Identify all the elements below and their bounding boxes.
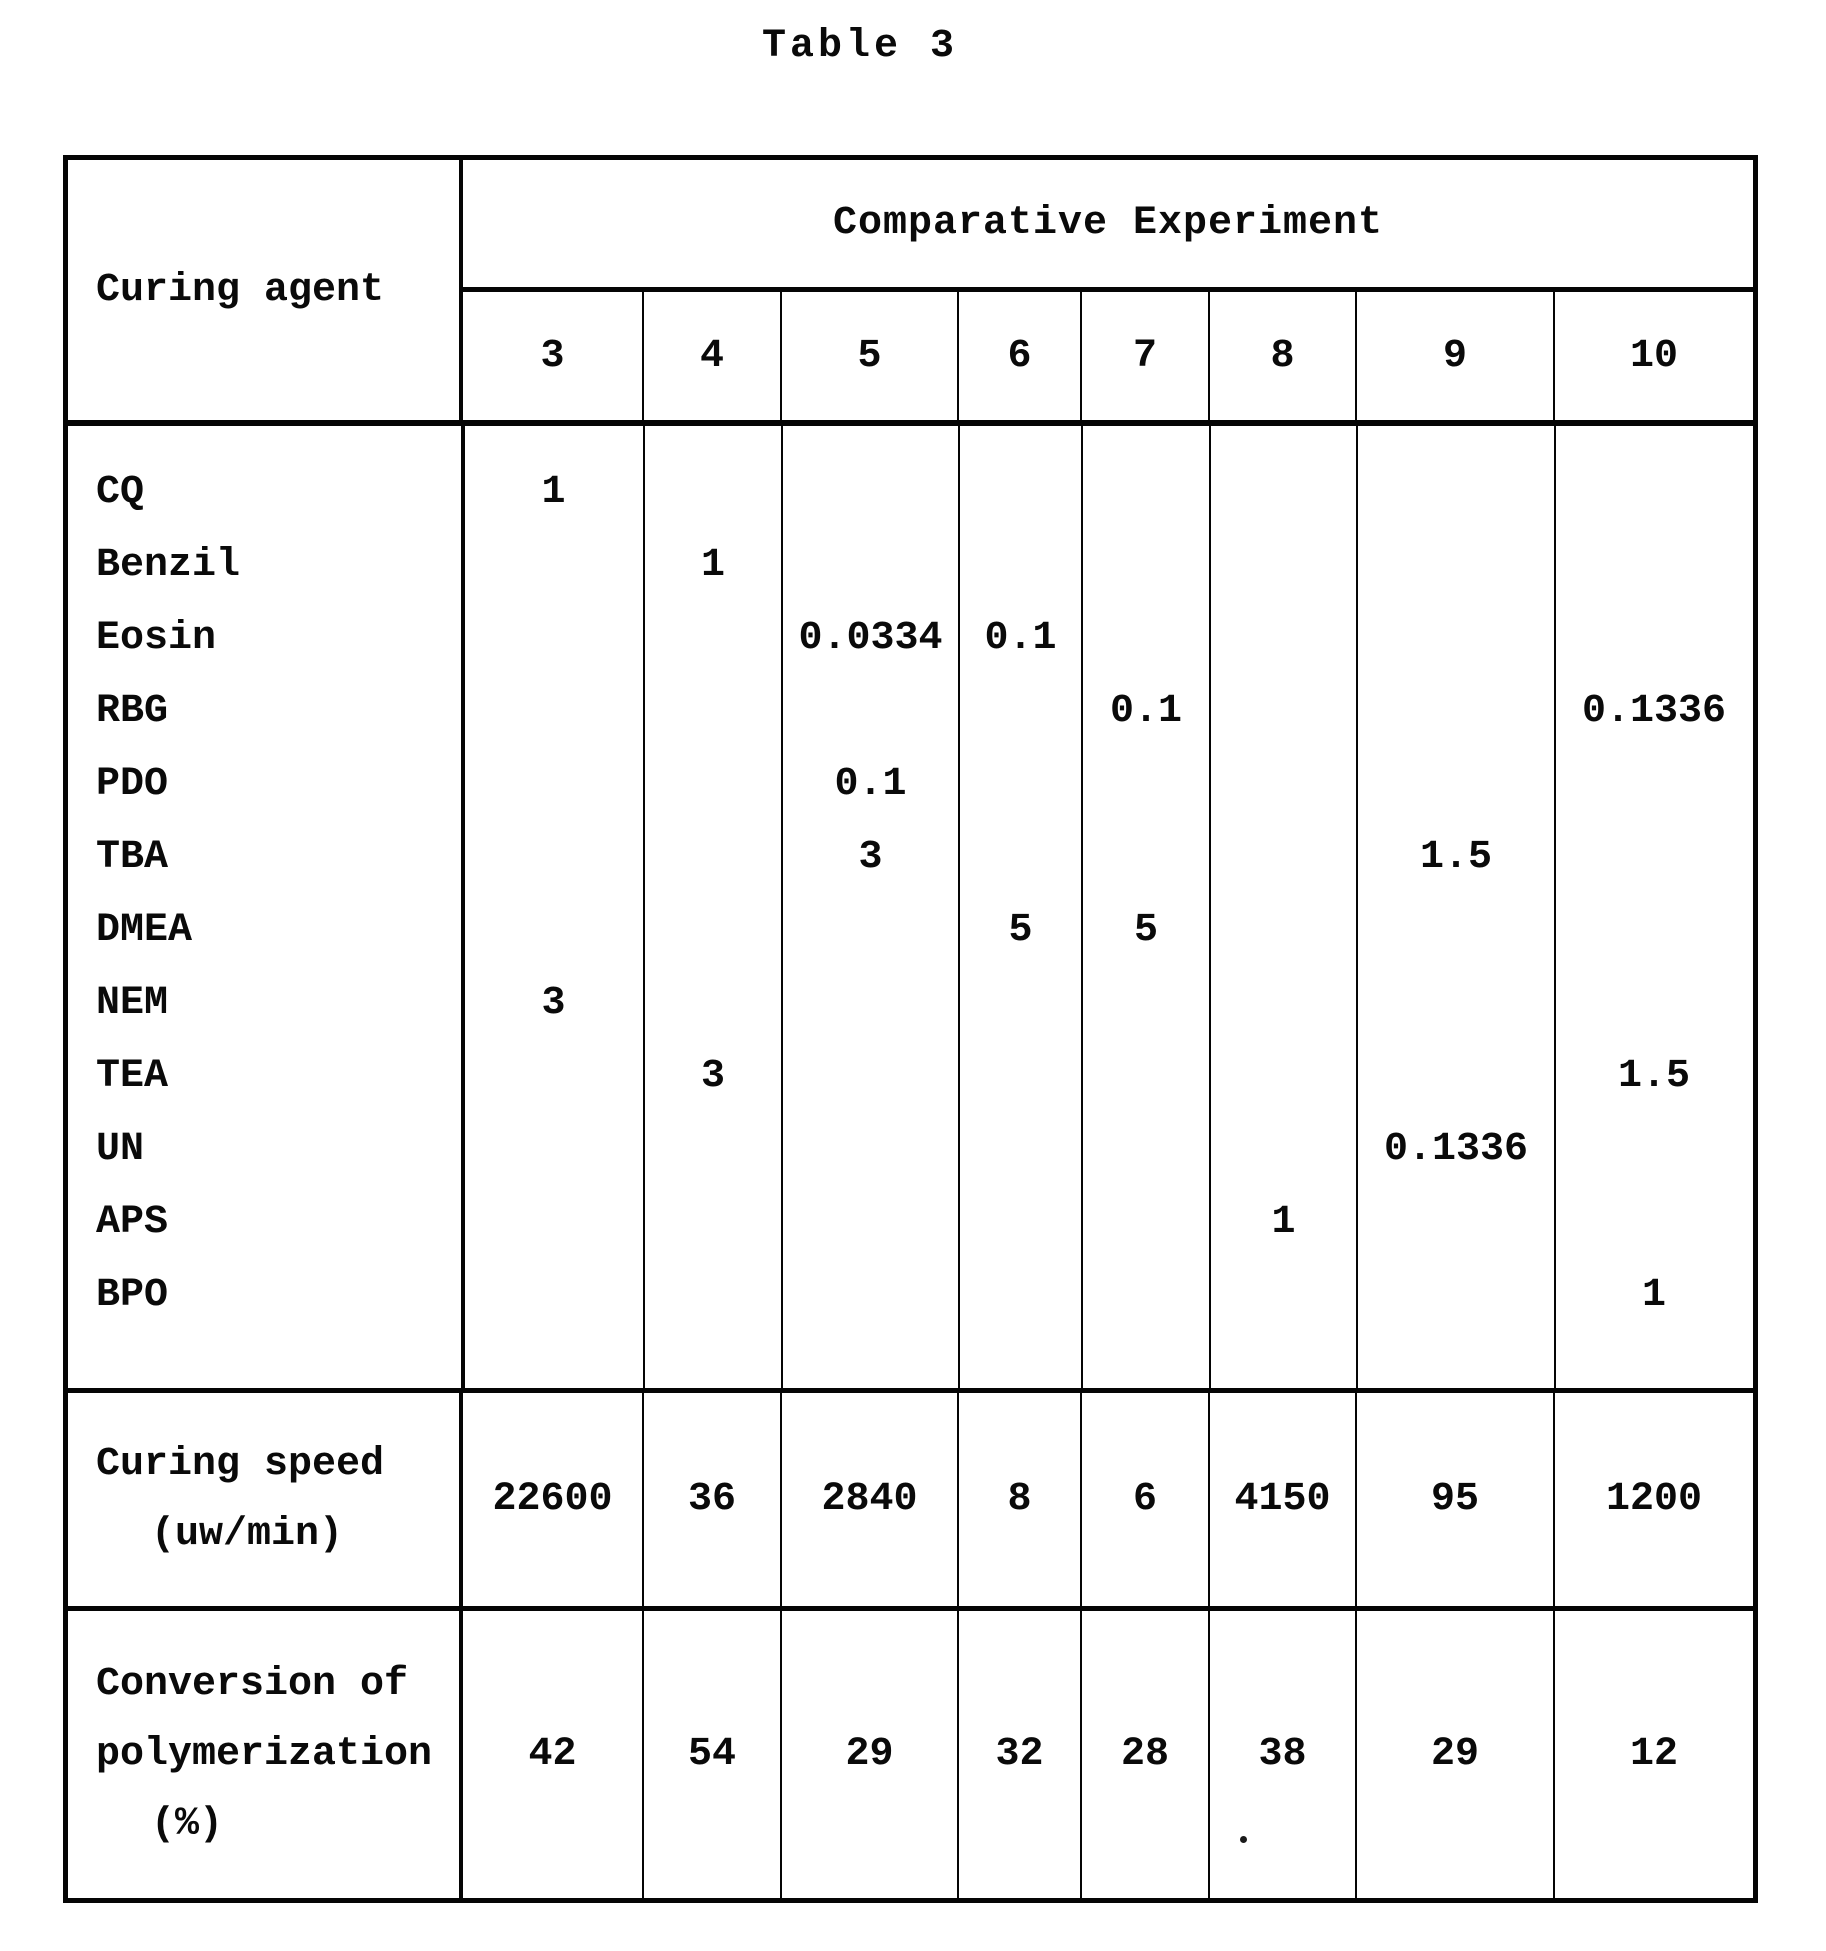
agent-value-aps-exp7	[1082, 1186, 1210, 1259]
agent-value-bpo-exp4	[644, 1259, 782, 1332]
agent-value-bpo-exp9	[1357, 1259, 1555, 1332]
agent-value-pdo-exp8	[1210, 748, 1357, 821]
experiment-col-header-7: 7	[1082, 292, 1210, 420]
agent-value-tea-exp4: 3	[700, 1054, 725, 1099]
agent-value-dmea-exp6: 5	[1008, 908, 1033, 953]
agent-value-dmea-exp9	[1357, 894, 1555, 967]
conversion-value-exp9: 29	[1357, 1611, 1555, 1898]
agent-value-nem-exp7	[1082, 967, 1210, 1040]
curing-agent-header-text: Curing agent	[96, 267, 385, 313]
agent-value-tba-exp7	[1082, 821, 1210, 894]
column-divider	[1356, 426, 1358, 1388]
curing-speed-value-exp10: 1200	[1605, 1477, 1702, 1522]
agent-value-pdo-exp6	[959, 748, 1082, 821]
agent-value-rbg-exp7: 0.1	[1109, 689, 1182, 734]
conversion-value-exp4: 54	[644, 1611, 782, 1898]
agent-value-tba-exp5: 3	[858, 835, 883, 880]
agent-body-grid	[68, 426, 1753, 1388]
column-divider	[461, 426, 465, 1388]
agent-value-un-exp7	[1082, 1113, 1210, 1186]
agent-value-nem-exp9	[1357, 967, 1555, 1040]
conversion-label-line3: (%)	[151, 1801, 224, 1847]
agent-value-cq-exp4	[644, 456, 782, 529]
agent-value-bpo-exp5	[782, 1259, 959, 1332]
agent-value-eosin-exp10	[1555, 602, 1753, 675]
agent-value-un-exp4	[644, 1113, 782, 1186]
agent-value-benzil-exp8	[1210, 529, 1357, 602]
column-divider	[958, 426, 960, 1388]
conversion-label-line2: polymerization	[96, 1731, 433, 1777]
agent-value-pdo-exp5: 0.1	[834, 762, 907, 807]
agent-value-tea-exp3	[463, 1040, 644, 1113]
experiment-col-header-3: 3	[463, 292, 644, 420]
agent-value-nem-exp4	[644, 967, 782, 1040]
agent-name-rbg: RBG	[96, 689, 169, 734]
agent-value-benzil-exp10	[1555, 529, 1753, 602]
agent-value-benzil-exp9	[1357, 529, 1555, 602]
agent-value-benzil-exp6	[959, 529, 1082, 602]
column-divider	[1209, 426, 1211, 1388]
agent-value-dmea-exp10	[1555, 894, 1753, 967]
agent-value-nem-exp3: 3	[541, 981, 566, 1026]
agent-value-bpo-exp10: 1	[1641, 1273, 1666, 1318]
agent-value-benzil-exp7	[1082, 529, 1210, 602]
conversion-value-exp5: 29	[782, 1611, 959, 1898]
column-divider	[781, 426, 783, 1388]
agent-value-eosin-exp9	[1357, 602, 1555, 675]
column-divider	[1081, 426, 1083, 1388]
agent-value-rbg-exp6	[959, 675, 1082, 748]
comparative-experiment-header	[463, 160, 1753, 292]
agent-value-eosin-exp4	[644, 602, 782, 675]
agent-value-rbg-exp3	[463, 675, 644, 748]
experiment-col-header-6: 6	[959, 292, 1082, 420]
agent-value-tba-exp10	[1555, 821, 1753, 894]
experiment-col-header-8: 8	[1210, 292, 1357, 420]
agent-value-eosin-exp7	[1082, 602, 1210, 675]
agent-value-cq-exp7	[1082, 456, 1210, 529]
conversion-row	[68, 1606, 1753, 1898]
agent-value-eosin-exp3	[463, 602, 644, 675]
experiment-col-header-4: 4	[644, 292, 782, 420]
agent-value-pdo-exp4	[644, 748, 782, 821]
agent-value-tea-exp9	[1357, 1040, 1555, 1113]
conversion-value-exp10: 12	[1629, 1732, 1678, 1777]
agent-value-aps-exp5	[782, 1186, 959, 1259]
agent-value-cq-exp9	[1357, 456, 1555, 529]
agent-value-aps-exp4	[644, 1186, 782, 1259]
agent-value-aps-exp6	[959, 1186, 1082, 1259]
agent-value-tea-exp8	[1210, 1040, 1357, 1113]
experiment-number-row	[463, 292, 1753, 420]
agent-value-un-exp5	[782, 1113, 959, 1186]
agent-value-cq-exp10	[1555, 456, 1753, 529]
agent-value-dmea-exp4	[644, 894, 782, 967]
agent-value-bpo-exp8	[1210, 1259, 1357, 1332]
agent-value-nem-exp8	[1210, 967, 1357, 1040]
curing-speed-row	[68, 1388, 1753, 1606]
agent-value-bpo-exp7	[1082, 1259, 1210, 1332]
agent-name-eosin: Eosin	[96, 616, 217, 661]
agent-name-bpo: BPO	[96, 1273, 169, 1318]
curing-speed-label: Curing speed	[96, 1441, 385, 1487]
agent-value-nem-exp6	[959, 967, 1082, 1040]
agent-value-eosin-exp5: 0.0334	[798, 616, 943, 661]
curing-speed-unit: (uw/min)	[151, 1511, 344, 1557]
agent-value-aps-exp9	[1357, 1186, 1555, 1259]
agent-value-bpo-exp3	[463, 1259, 644, 1332]
agent-value-cq-exp5	[782, 456, 959, 529]
agent-value-aps-exp8: 1	[1271, 1200, 1296, 1245]
conversion-value-exp7: 28	[1082, 1611, 1210, 1898]
table-title: Table 3	[762, 24, 959, 69]
agent-value-un-exp8	[1210, 1113, 1357, 1186]
agent-value-aps-exp3	[463, 1186, 644, 1259]
agent-value-benzil-exp3	[463, 529, 644, 602]
agent-value-rbg-exp10: 0.1336	[1581, 689, 1727, 734]
table-header	[68, 160, 1753, 426]
agent-value-dmea-exp8	[1210, 894, 1357, 967]
agent-value-dmea-exp5	[782, 894, 959, 967]
agent-value-cq-exp8	[1210, 456, 1357, 529]
agent-value-nem-exp10	[1555, 967, 1753, 1040]
curing-speed-value-exp5: 2840	[782, 1393, 959, 1606]
curing-speed-value-exp6: 8	[959, 1393, 1082, 1606]
agent-value-rbg-exp9	[1357, 675, 1555, 748]
agent-value-rbg-exp4	[644, 675, 782, 748]
experiment-col-header-9: 9	[1357, 292, 1555, 420]
conversion-value-exp8: 38	[1210, 1611, 1357, 1898]
experiment-col-header-5: 5	[782, 292, 959, 420]
scan-artifact-dot	[1240, 1836, 1247, 1843]
agent-value-dmea-exp3	[463, 894, 644, 967]
comparative-experiment-header-text: Comparative Experiment	[832, 201, 1384, 246]
curing-speed-label-cell	[68, 1393, 463, 1606]
agent-value-un-exp10	[1555, 1113, 1753, 1186]
conversion-label-line1: Conversion of	[96, 1661, 409, 1707]
agent-value-pdo-exp3	[463, 748, 644, 821]
curing-speed-value-exp9: 95	[1357, 1393, 1555, 1606]
curing-speed-value-exp7: 6	[1082, 1393, 1210, 1606]
agent-value-tba-exp9: 1.5	[1419, 835, 1492, 880]
agent-value-cq-exp6	[959, 456, 1082, 529]
agent-value-benzil-exp5	[782, 529, 959, 602]
agent-name-aps: APS	[96, 1200, 169, 1245]
conversion-label-cell	[68, 1611, 463, 1898]
curing-speed-value-exp4: 36	[644, 1393, 782, 1606]
data-table	[63, 155, 1758, 1903]
agent-value-aps-exp10	[1555, 1186, 1753, 1259]
agent-value-nem-exp5	[782, 967, 959, 1040]
curing-agent-header-cell	[68, 160, 463, 420]
agent-value-eosin-exp6: 0.1	[984, 616, 1057, 661]
agent-name-tba: TBA	[96, 835, 169, 880]
agent-value-pdo-exp10	[1555, 748, 1753, 821]
experiment-col-header-10: 10	[1629, 333, 1678, 379]
agent-value-un-exp6	[959, 1113, 1082, 1186]
curing-speed-value-exp8: 4150	[1210, 1393, 1357, 1606]
agent-value-tba-exp4	[644, 821, 782, 894]
agent-name-cq: CQ	[96, 470, 145, 515]
agent-value-rbg-exp8	[1210, 675, 1357, 748]
agent-value-eosin-exp8	[1210, 602, 1357, 675]
agent-name-dmea: DMEA	[96, 908, 193, 953]
agent-value-cq-exp3: 1	[541, 470, 566, 515]
agent-value-bpo-exp6	[959, 1259, 1082, 1332]
column-divider	[1554, 426, 1556, 1388]
curing-speed-value-exp3: 22600	[463, 1393, 644, 1606]
column-divider	[643, 426, 645, 1388]
agent-value-benzil-exp4: 1	[700, 543, 725, 588]
agent-name-benzil: Benzil	[96, 543, 241, 588]
agent-value-tea-exp5	[782, 1040, 959, 1113]
agent-value-dmea-exp7: 5	[1133, 908, 1158, 953]
agent-name-nem: NEM	[96, 981, 169, 1026]
agent-name-pdo: PDO	[96, 762, 169, 807]
conversion-value-exp6: 32	[959, 1611, 1082, 1898]
agent-value-tea-exp10: 1.5	[1617, 1054, 1690, 1099]
agent-value-un-exp3	[463, 1113, 644, 1186]
agent-value-tea-exp7	[1082, 1040, 1210, 1113]
agent-value-rbg-exp5	[782, 675, 959, 748]
agent-name-un: UN	[96, 1127, 145, 1172]
conversion-value-exp3: 42	[463, 1611, 644, 1898]
agent-value-pdo-exp9	[1357, 748, 1555, 821]
agent-value-tea-exp6	[959, 1040, 1082, 1113]
agent-name-tea: TEA	[96, 1054, 169, 1099]
agent-value-tba-exp3	[463, 821, 644, 894]
agent-value-un-exp9: 0.1336	[1383, 1127, 1529, 1172]
experiment-header-group	[463, 160, 1753, 420]
agent-value-tba-exp8	[1210, 821, 1357, 894]
agent-value-tba-exp6	[959, 821, 1082, 894]
agent-value-pdo-exp7	[1082, 748, 1210, 821]
